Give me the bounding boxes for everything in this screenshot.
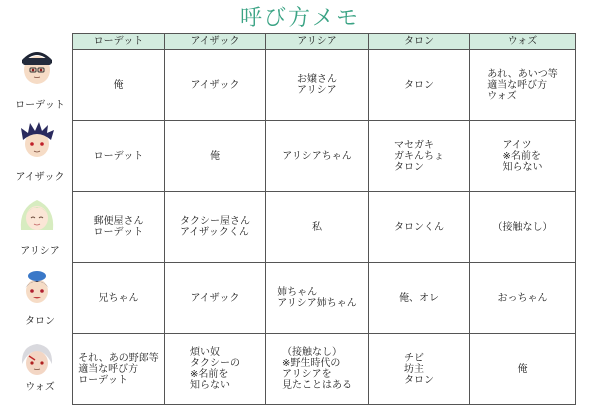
avatar-alicia bbox=[17, 194, 57, 234]
column-header: アイザック bbox=[165, 34, 266, 50]
table-cell: 俺、オレ bbox=[369, 263, 470, 334]
table-cell: 兄ちゃん bbox=[73, 263, 165, 334]
table-cell: 姉ちゃん アリシア姉ちゃん bbox=[266, 263, 369, 334]
table-cell: お嬢さん アリシア bbox=[266, 50, 369, 121]
table-cell: マセガキ ガキんちょ タロン bbox=[369, 121, 470, 192]
avatar-wozu bbox=[17, 338, 57, 378]
table-row bbox=[73, 334, 576, 405]
table-cell: タクシー屋さん アイザックくん bbox=[165, 192, 266, 263]
table-cell: あれ、あいつ等 適当な呼び方 ウォズ bbox=[470, 50, 576, 121]
table-cell: おっちゃん bbox=[470, 263, 576, 334]
avatar-isaac bbox=[17, 120, 57, 160]
row-label-rodet: ローデット bbox=[15, 100, 65, 111]
table-cell: アリシアちゃん bbox=[266, 121, 369, 192]
table-cell: 俺 bbox=[73, 50, 165, 121]
table-cell: 俺 bbox=[470, 334, 576, 405]
column-header: ローデット bbox=[73, 34, 165, 50]
table-cell: チビ 坊主 タロン bbox=[369, 334, 470, 405]
naming-table bbox=[72, 33, 576, 405]
table-cell: ローデット bbox=[73, 121, 165, 192]
avatar-rodet bbox=[17, 46, 57, 86]
header-row bbox=[73, 34, 576, 50]
table-row bbox=[73, 192, 576, 263]
table-cell: 俺 bbox=[165, 121, 266, 192]
page-title: 呼び方メモ bbox=[239, 6, 360, 31]
table-row bbox=[73, 50, 576, 121]
row-label-wozu: ウォズ bbox=[25, 382, 55, 393]
column-header: タロン bbox=[369, 34, 470, 50]
table-cell: アイツ ※名前を 知らない bbox=[470, 121, 576, 192]
table-cell: アイザック bbox=[165, 50, 266, 121]
table-cell: （接触なし） ※野生時代の アリシアを 見たことはある bbox=[266, 334, 369, 405]
table-cell: それ、あの野郎等 適当な呼び方 ローデット bbox=[73, 334, 165, 405]
table-cell: 煩い奴 タクシーの ※名前を 知らない bbox=[165, 334, 266, 405]
column-header: アリシア bbox=[266, 34, 369, 50]
column-header: ウォズ bbox=[470, 34, 576, 50]
avatar-talon bbox=[17, 266, 57, 306]
table-cell: タロンくん bbox=[369, 192, 470, 263]
table-row bbox=[73, 263, 576, 334]
table-cell: （接触なし） bbox=[470, 192, 576, 263]
row-label-alicia: アリシア bbox=[20, 246, 60, 257]
table-cell: アイザック bbox=[165, 263, 266, 334]
table-cell: タロン bbox=[369, 50, 470, 121]
table-row bbox=[73, 121, 576, 192]
table-cell: 郵便屋さん ローデット bbox=[73, 192, 165, 263]
row-label-talon: タロン bbox=[25, 316, 55, 327]
table-cell: 私 bbox=[266, 192, 369, 263]
row-label-isaac: アイザック bbox=[15, 172, 65, 183]
